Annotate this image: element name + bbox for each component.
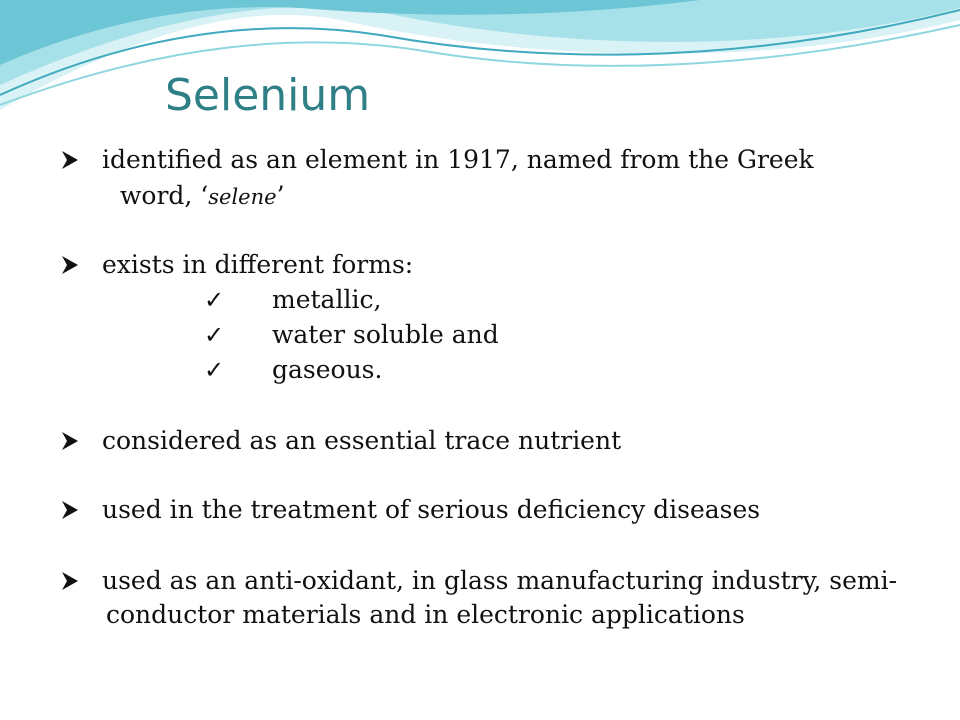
bullet-uses-cont: conductor materials and in electronic applications [106,600,745,629]
bullet-treatment: used in the treatment of serious deficiency diseases [102,495,761,524]
form-item: metallic, [272,285,382,314]
checkmark-icon: ✓ [204,356,225,384]
arrow-bullet-icon [60,250,82,280]
bullet-forms: exists in different forms: [102,250,414,279]
form-item: water soluble and [272,320,499,349]
bullet-identified: identified as an element in 1917, named from the Greek [102,145,814,174]
arrow-bullet-icon [60,426,82,456]
bullet-nutrient: considered as an essential trace nutrient [102,426,622,455]
arrow-bullet-icon [60,145,82,175]
header-wave-decoration [0,0,960,120]
bullet-uses: used as an anti-oxidant, in glass manufacturing industry, semi- [102,566,898,595]
slide-title: Selenium [165,70,371,121]
word-prefix: word, ‘ [120,181,209,210]
form-item: gaseous. [272,355,383,384]
selene-word: selene [208,185,277,209]
checkmark-icon: ✓ [204,286,225,314]
arrow-bullet-icon [60,495,82,525]
checkmark-icon: ✓ [204,321,225,349]
arrow-bullet-icon [60,566,82,596]
bullet-identified-cont [120,181,285,212]
word-suffix: ’ [276,181,285,210]
